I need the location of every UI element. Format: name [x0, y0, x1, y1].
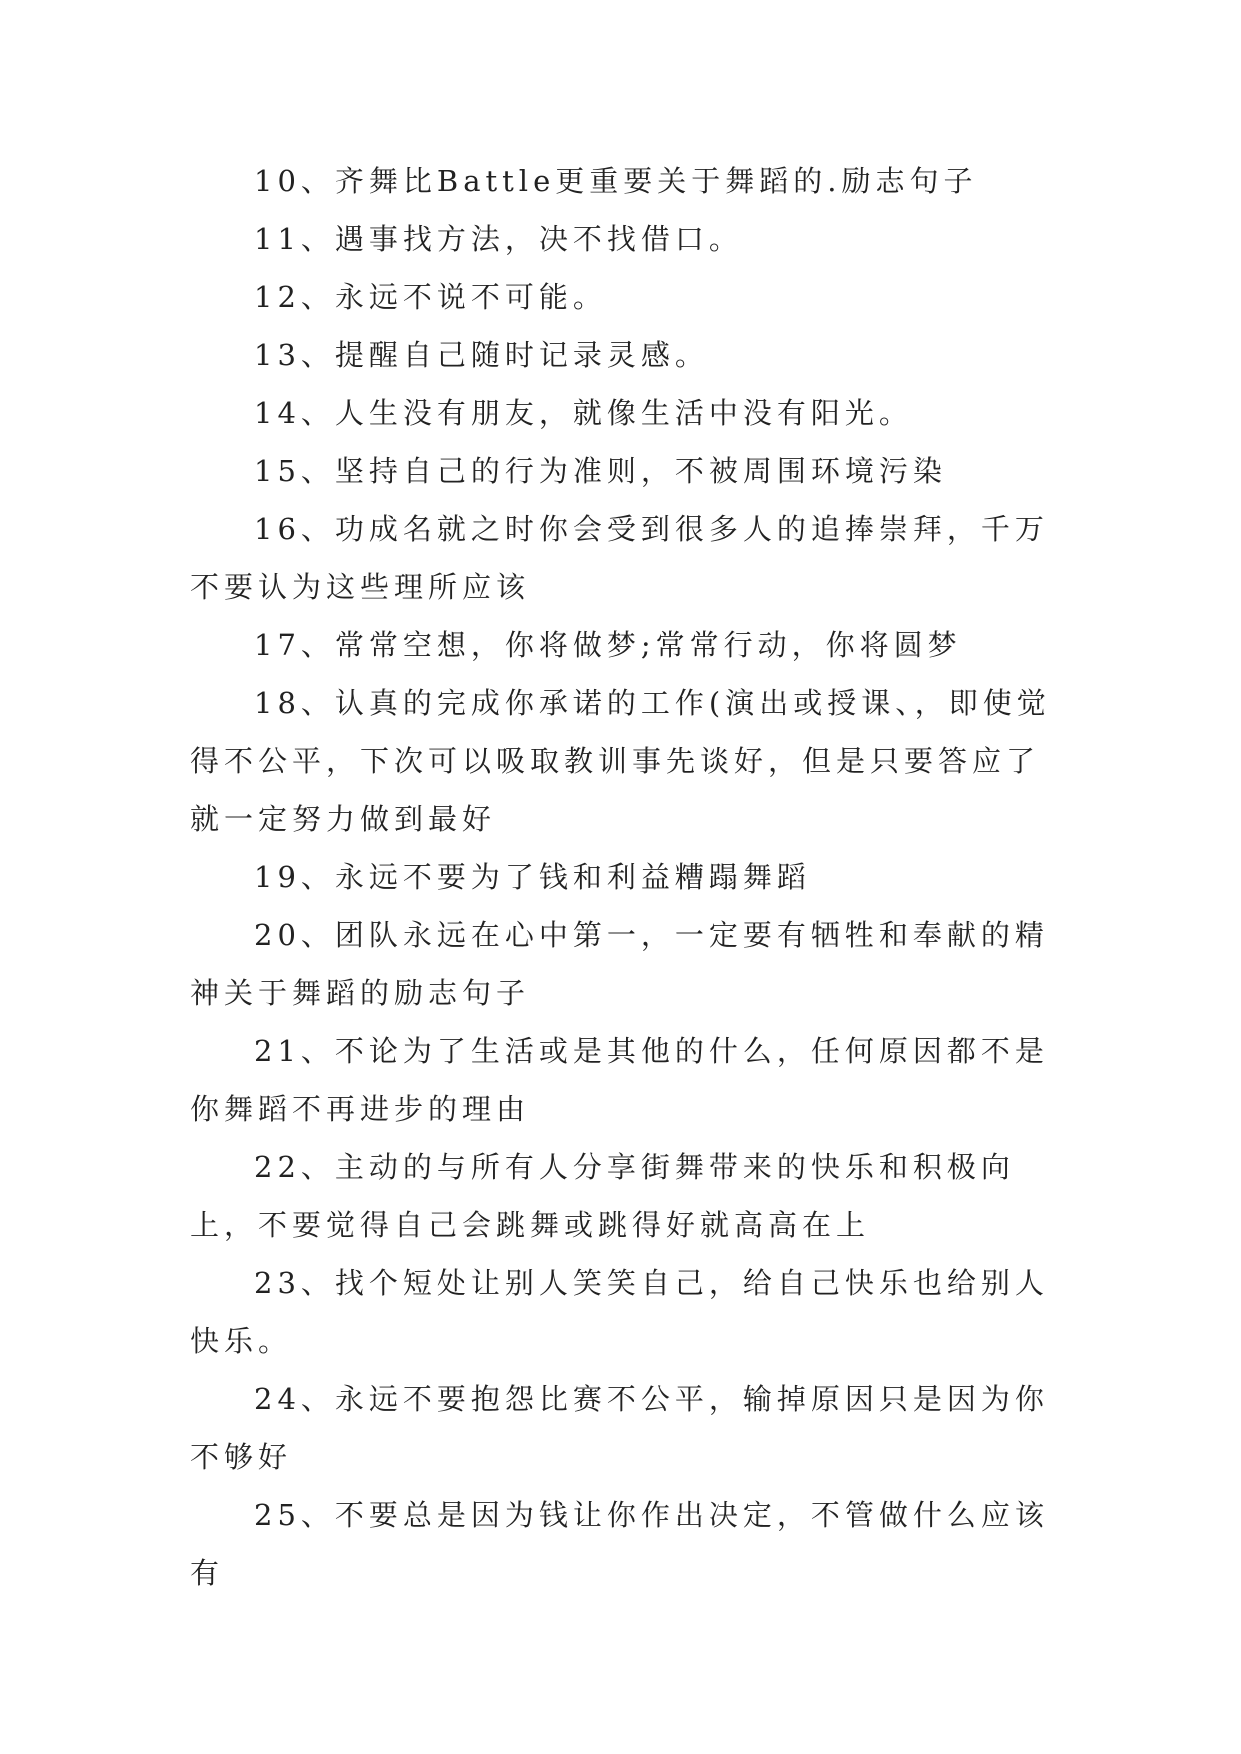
paragraph: 11、遇事找方法，决不找借口。	[254, 222, 743, 256]
document-body	[190, 152, 1070, 1602]
paragraph: 19、永远不要为了钱和利益糟蹋舞蹈	[254, 860, 811, 894]
paragraph: 18、认真的完成你承诺的工作(演出或授课、，即使觉得不公平，下次可以吸取教训事先谈好，但是只要答应了就一定努力做到最好	[190, 686, 1051, 836]
paragraph: 25、不要总是因为钱让你作出决定，不管做什么应该有	[190, 1498, 1049, 1590]
paragraph: 10、齐舞比Battle更重要关于舞蹈的.励志句子	[254, 164, 978, 198]
paragraph: 20、团队永远在心中第一，一定要有牺牲和奉献的精神关于舞蹈的励志句子	[190, 918, 1049, 1010]
paragraph: 21、不论为了生活或是其他的什么，任何原因都不是你舞蹈不再进步的理由	[190, 1034, 1049, 1126]
paragraph: 12、永远不说不可能。	[254, 280, 607, 314]
paragraph: 14、人生没有朋友，就像生活中没有阳光。	[254, 396, 913, 430]
paragraph: 17、常常空想，你将做梦;常常行动，你将圆梦	[254, 628, 962, 662]
paragraph: 23、找个短处让别人笑笑自己，给自己快乐也给别人快乐。	[190, 1266, 1049, 1358]
paragraph: 22、主动的与所有人分享街舞带来的快乐和积极向上，不要觉得自己会跳舞或跳得好就高高在上	[190, 1150, 1015, 1242]
paragraph: 13、提醒自己随时记录灵感。	[254, 338, 709, 372]
paragraph: 16、功成名就之时你会受到很多人的追捧崇拜，千万不要认为这些理所应该	[190, 512, 1049, 604]
paragraph: 24、永远不要抱怨比赛不公平，输掉原因只是因为你不够好	[190, 1382, 1049, 1474]
paragraph: 15、坚持自己的行为准则，不被周围环境污染	[254, 454, 947, 488]
